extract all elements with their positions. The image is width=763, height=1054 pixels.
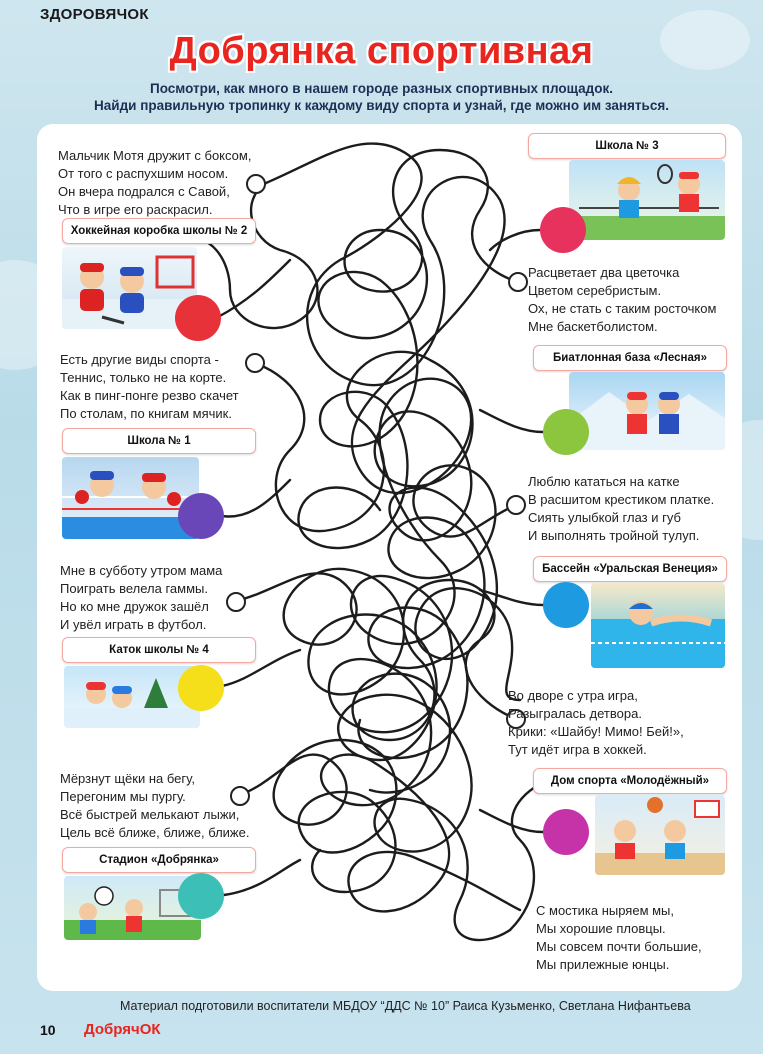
swimmer-picture [591,583,725,668]
label-pool-uralskaya-venetsiya: Бассейн «Уральская Венеция» [533,556,727,582]
path-start-ring[interactable] [230,786,250,806]
subtitle-line: Посмотри, как много в нашем городе разных спортивных площадок. [149,81,613,96]
dot-sports-house[interactable] [543,809,589,855]
credit-text: Материал подготовили воспитатели МБДОУ “ДДС № 10” Раиса Кузьменко, Светлана Нифантьева [120,999,691,1013]
poem-hockey: Во дворе с утра игра, Разыгралась детвора. Крики: «Шайбу! Мимо! Бей!», Тут идёт игра в хоккей. [508,688,684,757]
page-title: Добрянка спортивная [169,30,594,72]
page-subtitle [0,80,763,114]
dot-school-3[interactable] [540,207,586,253]
magazine-name: ДобрячОК [84,1021,161,1038]
poem-diving: С мостика ныряем мы, Мы хорошие пловцы. Мы совсем почти большие, Мы прилежные юнцы. [536,903,702,972]
dot-pool[interactable] [543,582,589,628]
label-sports-house-molodezhny: Дом спорта «Молодёжный» [533,768,727,794]
page-number: 10 [40,1022,56,1038]
label-biathlon-base-lesnaya: Биатлонная база «Лесная» [533,345,727,371]
path-start-ring[interactable] [246,174,266,194]
label-stadium-dobryanka: Стадион «Добрянка» [62,847,256,873]
poem-skiing: Мёрзнут щёки на бегу, Перегоним мы пургу. Всё быстрей мелькают лыжи, Цель всё ближе, ближе, ближе. [60,771,250,840]
label-school-3: Школа № 3 [528,133,726,159]
dot-skating-school-4[interactable] [178,665,224,711]
tennis-kids-picture [569,160,725,240]
path-start-ring[interactable] [508,272,528,292]
path-start-ring[interactable] [226,592,246,612]
dot-hockey-box[interactable] [175,295,221,341]
label-skating-school-4: Каток школы № 4 [62,637,256,663]
poem-boxing: Мальчик Мотя дружит с боксом, От того с распухшим носом. Он вчера подрался с Савой, Что в игре его раскрасил. [58,148,252,217]
basketball-kids-picture [595,795,725,875]
label-school-1: Школа № 1 [62,428,256,454]
poem-tennis: Есть другие виды спорта - Теннис, только не на корте. Как в пинг-понге резво скачет По столам, по книгам мячик. [60,352,239,421]
poem-football: Мне в субботу утром мама Поиграть велела гаммы. Но ко мне дружок зашёл И увёл играть в футбол. [60,563,223,632]
dot-biathlon-base[interactable] [543,409,589,455]
section-header: ЗДОРОВЯЧОК [40,6,149,23]
boxing-ring-picture [62,457,199,539]
poem-skating: Люблю кататься на катке В расшитом крестиком платке. Сиять улыбкой глаз и губ И выполнять тройной тулуп. [528,474,715,543]
path-start-ring[interactable] [245,353,265,373]
path-start-ring[interactable] [506,495,526,515]
dot-stadium-dobryanka[interactable] [178,873,224,919]
label-hockey-box-school-2: Хоккейная коробка школы № 2 [62,218,256,244]
ski-kids-picture [569,372,725,450]
dot-school-1[interactable] [178,493,224,539]
subtitle-line: Найди правильную тропинку к каждому виду спорта и узнай, где можно им заняться. [94,98,669,113]
poem-basketball: Расцветает два цветочка Цветом серебристым. Ох, не стать с таким росточком Мне баскетболистом. [528,265,717,334]
